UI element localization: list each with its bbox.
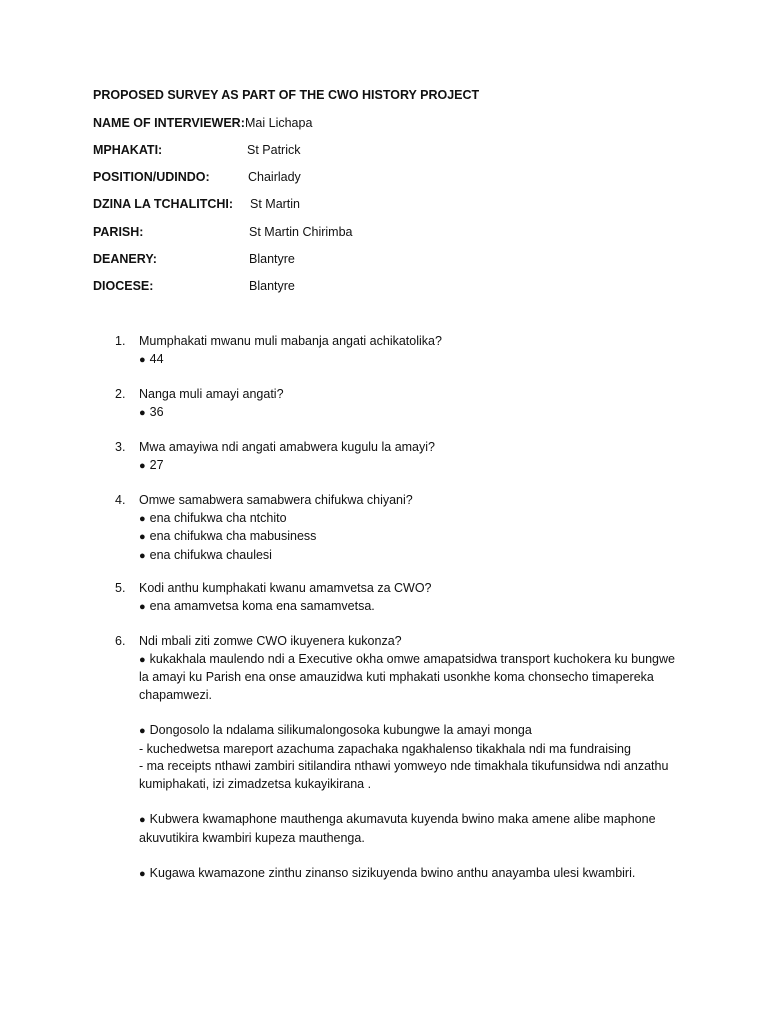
field-value: Blantyre bbox=[249, 252, 295, 266]
field-label: DIOCESE: bbox=[93, 279, 154, 293]
answer-subline: - kuchedwetsa mareport azachuma zapachaka ngakhalenso tikakhala ndi ma fundraising bbox=[139, 741, 631, 756]
field-label: NAME OF INTERVIEWER: bbox=[93, 116, 245, 130]
answer-item: ● 27 bbox=[139, 457, 675, 476]
field-value: St Patrick bbox=[247, 143, 301, 157]
answer-paragraph: ● Dongosolo la ndalama silikumalongosoka kubungwe la amayi monga bbox=[139, 722, 675, 741]
question-number: 6. bbox=[115, 634, 126, 648]
answer-paragraph: ● kukakhala maulendo ndi a Executive okha omwe amapatsidwa transport kuchokera ku bungwe la amayi ku Parish ena onse amauzidwa kuti mphakati usonkhe koma chonsecho timapereka chapamwezi. bbox=[139, 651, 675, 705]
answer-paragraph: ● Kubwera kwamaphone mauthenga akumavuta kuyenda bwino maka amene alibe maphone akuvutikira kwambiri kupeza mauthenga. bbox=[139, 811, 675, 847]
field-value: Chairlady bbox=[248, 170, 301, 184]
question-number: 2. bbox=[115, 387, 126, 401]
question-text: Mumphakati mwanu muli mabanja angati achikatolika? bbox=[139, 334, 442, 348]
question-number: 4. bbox=[115, 493, 126, 507]
document-title: PROPOSED SURVEY AS PART OF THE CWO HISTORY PROJECT bbox=[93, 88, 480, 102]
field-label: PARISH: bbox=[93, 225, 144, 239]
question-number: 3. bbox=[115, 440, 126, 454]
answer-item: ● ena chifukwa chaulesi bbox=[139, 547, 675, 566]
question-number: 1. bbox=[115, 334, 126, 348]
question-text: Ndi mbali ziti zomwe CWO ikuyenera kukonza? bbox=[139, 634, 402, 648]
answer-item: ● ena chifukwa cha ntchito bbox=[139, 510, 675, 529]
question-text: Mwa amayiwa ndi angati amabwera kugulu la amayi? bbox=[139, 440, 435, 454]
answer-item: ● 44 bbox=[139, 351, 675, 370]
question-text: Omwe samabwera samabwera chifukwa chiyani? bbox=[139, 493, 413, 507]
answer-item: ● ena chifukwa cha mabusiness bbox=[139, 528, 675, 547]
question-text: Kodi anthu kumphakati kwanu amamvetsa za CWO? bbox=[139, 581, 432, 595]
field-value: Mai Lichapa bbox=[245, 116, 313, 130]
question-text: Nanga muli amayi angati? bbox=[139, 387, 284, 401]
field-label: DEANERY: bbox=[93, 252, 157, 266]
answer-paragraph: ● Kugawa kwamazone zinthu zinanso sizikuyenda bwino anthu anayamba ulesi kwambiri. bbox=[139, 865, 675, 884]
answer-item: ● ena amamvetsa koma ena samamvetsa. bbox=[139, 598, 675, 617]
answer-item: ● 36 bbox=[139, 404, 675, 423]
field-label: MPHAKATI: bbox=[93, 143, 163, 157]
field-value: Blantyre bbox=[249, 279, 295, 293]
question-number: 5. bbox=[115, 581, 126, 595]
field-value: St Martin bbox=[250, 197, 301, 211]
field-label: POSITION/UDINDO: bbox=[93, 170, 210, 184]
field-label: DZINA LA TCHALITCHI: bbox=[93, 197, 234, 211]
answer-subline: - ma receipts nthawi zambiri sitilandira nthawi yomweyo nde timakhala tikufunsidwa ndi anzathu kumiphakati, izi zimadzetsa kukayikirana . bbox=[139, 759, 669, 791]
field-value: St Martin Chirimba bbox=[249, 225, 353, 239]
